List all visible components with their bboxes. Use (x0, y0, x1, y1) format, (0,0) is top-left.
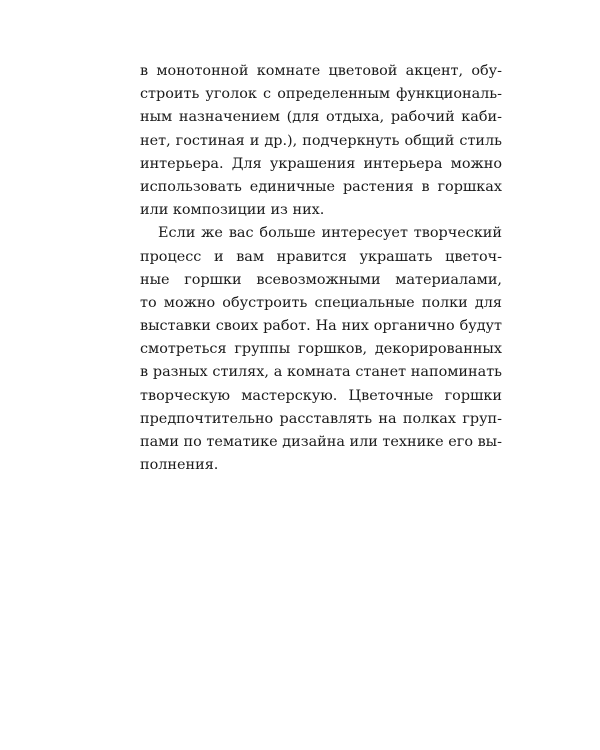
text-line: в разных стилях, а комната станет напоминать (140, 364, 502, 381)
text-line: использовать единичные растения в горшках (140, 178, 502, 195)
text-line: предпочтительно расставлять на полках груп- (140, 410, 502, 427)
paragraph-2 (140, 222, 502, 477)
text-line: в монотонной комнате цветовой акцент, обу- (140, 63, 502, 79)
text-line: строить уголок с определенным функциональ- (140, 86, 502, 103)
text-line: творческую мастерскую. Цветочные горшки (140, 387, 502, 404)
text-line: пами по тематике дизайна или технике его вы- (140, 434, 502, 450)
text-line: ные горшки всевозможными материалами, (140, 271, 502, 288)
text-line: то можно обустроить специальные полки для (140, 294, 502, 311)
text-line: смотреться группы горшков, декорированных (140, 341, 502, 358)
text-line: Если же вас больше интересует творческий (158, 225, 502, 242)
text-line: процесс и вам нравится украшать цветоч- (140, 248, 502, 265)
paragraph-1 (140, 60, 502, 222)
text-line: или композиции из них. (140, 202, 325, 219)
text-line: выставки своих работ. На них органично будут (140, 318, 502, 335)
text-line: полнения. (140, 457, 219, 474)
text-line: интерьера. Для украшения интерьера можно (140, 155, 502, 172)
body-text (140, 60, 502, 477)
text-line: нет, гостиная и др.), подчеркнуть общий стиль (140, 132, 502, 149)
text-line: ным назначением (для отдыха, рабочий каби- (140, 109, 502, 126)
